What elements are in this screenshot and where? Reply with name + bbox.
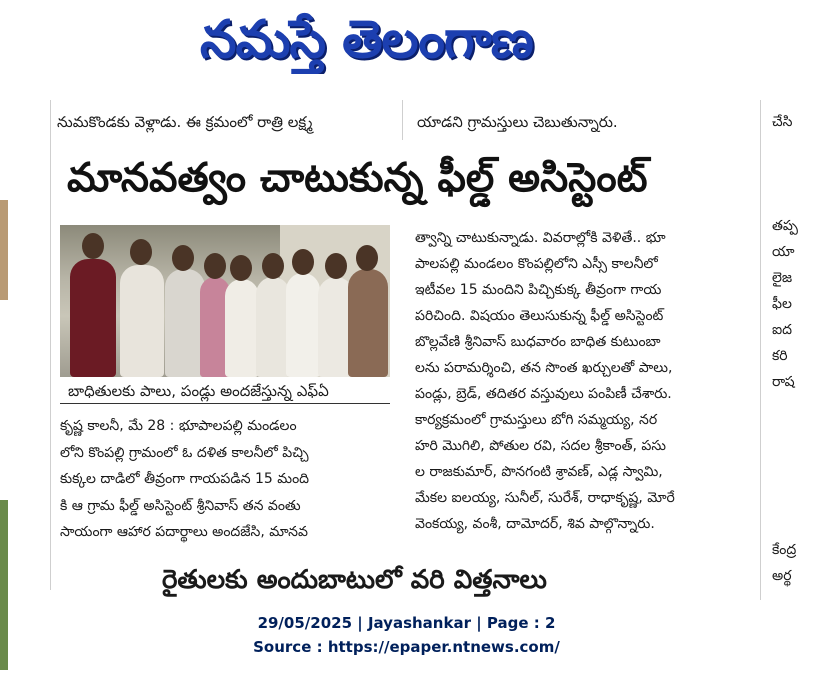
photo-head bbox=[325, 253, 347, 279]
article-headline: మానవత్వం చాటుకున్న ఫీల్డ్ అసిస్టెంట్ bbox=[67, 155, 648, 201]
fragment-text: లైజ bbox=[772, 270, 793, 286]
fragment-text: ఐద bbox=[772, 322, 793, 338]
photo-person bbox=[70, 259, 116, 377]
photo-head bbox=[292, 249, 314, 275]
photo-head bbox=[130, 239, 152, 265]
previous-article-tail-left: నుమకొండకు వెళ్లాడు. ఈ క్రమంలో రాత్రి లక్ష్మ bbox=[57, 113, 313, 131]
fragment-text: చేసి bbox=[772, 114, 793, 130]
footer-date-line: 29/05/2025 | Jayashankar | Page : 2 bbox=[257, 614, 556, 632]
masthead-title: నమస్తే తెలంగాణ bbox=[200, 9, 533, 70]
fragment-text: యా bbox=[772, 244, 795, 260]
body-line: పాలపల్లి మండలం కొంపల్లిలోని ఎస్సీ కాలనీలో bbox=[415, 256, 658, 272]
adjacent-clip-right bbox=[762, 100, 813, 600]
news-photo bbox=[60, 225, 390, 377]
column-divider bbox=[50, 100, 51, 590]
photo-head bbox=[262, 253, 284, 279]
fragment-text: రాష bbox=[772, 374, 795, 390]
photo-caption: బాధితులకు పాలు, పండ్లు అందజేస్తున్న ఎఫ్‌ఏ bbox=[60, 378, 390, 404]
body-line: లోని కొంపల్లి గ్రామంలో ఓ దళిత కాలనీలో పిచ్చి bbox=[60, 444, 309, 461]
body-line: కి ఆ గ్రామ ఫీల్డ్ అసిస్టెంట్ శ్రీనివాస్ తన వంతు bbox=[60, 497, 301, 514]
fragment-text: అర్థ bbox=[772, 568, 792, 584]
body-line: ఇటీవల 15 మందిని పిచ్చికుక్క తీవ్రంగా గాయ bbox=[415, 282, 662, 298]
body-line: లను పరామర్శించి, తన సొంత ఖర్చులతో పాలు, bbox=[415, 360, 673, 376]
news-clipping bbox=[57, 98, 757, 598]
photo-person bbox=[348, 269, 388, 377]
fragment-text: ఫీల bbox=[772, 296, 792, 312]
photo-person bbox=[225, 279, 259, 377]
photo-head bbox=[82, 233, 104, 259]
article-body-right bbox=[415, 225, 755, 550]
photo-head bbox=[230, 255, 252, 281]
photo-head bbox=[204, 253, 226, 279]
previous-article-tail-right: యాడని గ్రామస్తులు చెబుతున్నారు. bbox=[417, 113, 618, 131]
photo-person bbox=[120, 265, 164, 377]
body-line: త్వాన్ని చాటుకున్నాడు. వివరాల్లోకి వెళితే.. భూ bbox=[415, 230, 666, 246]
photo-person bbox=[286, 273, 320, 377]
photo-head bbox=[356, 245, 378, 271]
next-article-headline: రైతులకు అందుబాటులో వరి విత్తనాలు bbox=[162, 565, 547, 595]
photo-person bbox=[165, 269, 205, 377]
body-line: పండ్లు, బ్రెడ్, తదితర వస్తువులు పంపిణీ చేశారు. bbox=[415, 386, 672, 402]
footer-source-line: Source : https://epaper.ntnews.com/ bbox=[253, 638, 560, 656]
body-line: హరి మొగిలి, పోతుల రవి, సదల శ్రీకాంత్, పసు bbox=[415, 438, 667, 454]
body-line: కృష్ణ కాలనీ, మే 28 : భూపాలపల్లి మండలం bbox=[60, 418, 297, 434]
body-line: కార్యక్రమంలో గ్రామస్తులు బోగి సమ్మయ్య, నర bbox=[415, 412, 658, 428]
body-line: కుక్కల దాడిలో తీవ్రంగా గాయపడిన 15 మంది bbox=[60, 471, 310, 487]
photo-person bbox=[256, 277, 290, 377]
body-line: పరిచింది. విషయం తెలుసుకున్న ఫీల్డ్ అసిస్టెంట్ bbox=[415, 308, 664, 324]
body-line: వెంకయ్య, వంశీ, దామోదర్, శివ పాల్గొన్నారు. bbox=[415, 516, 655, 532]
fragment-text: కరి bbox=[772, 348, 788, 364]
photo-head bbox=[172, 245, 194, 271]
adjacent-photo-fragment bbox=[0, 200, 8, 300]
body-line: ల రాజకుమార్, పొనగంటి శ్రావణ్, ఎడ్ల స్వామి, bbox=[415, 464, 663, 480]
body-line: మేకల ఐలయ్య, సునీల్, సురేశ్, రాధాకృష్ణ, మోరే bbox=[415, 490, 675, 506]
column-divider bbox=[760, 100, 761, 600]
body-line: బొల్లవేణి శ్రీనివాస్ బుధవారం బాధిత కుటుంబా bbox=[415, 334, 661, 350]
adjacent-clip-left bbox=[0, 100, 8, 580]
body-line: సాయంగా ఆహార పదార్థాలు అందజేసి, మానవ bbox=[60, 524, 308, 540]
fragment-text: తప్ప bbox=[772, 218, 798, 234]
article-body-left bbox=[60, 413, 390, 563]
fragment-text: కేంద్ర bbox=[772, 542, 797, 558]
